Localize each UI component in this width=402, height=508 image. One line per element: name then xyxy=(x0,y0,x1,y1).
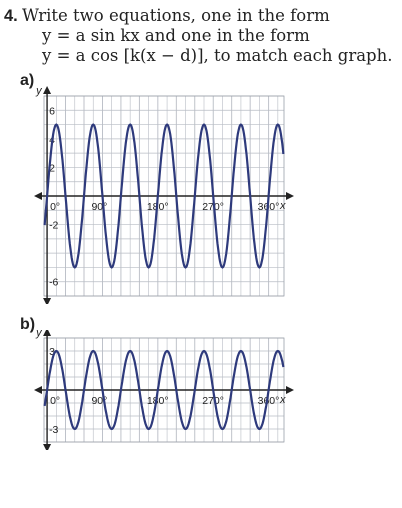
y-tick-label: -6 xyxy=(49,276,59,289)
part-b-label: b) xyxy=(20,316,36,333)
x-tick-label: 0° xyxy=(50,395,61,407)
graph-a xyxy=(34,86,296,304)
y-axis-label: y xyxy=(36,330,42,339)
x-axis-arrow xyxy=(286,192,294,200)
x-tick-label: 90° xyxy=(91,201,108,213)
graph-b xyxy=(34,330,296,450)
x-tick-label: 360° xyxy=(257,395,280,407)
x-tick-label: 0° xyxy=(50,201,61,213)
x-tick-label: 270° xyxy=(202,201,224,213)
y-tick-label: -2 xyxy=(49,219,59,232)
y-tick-label: 2 xyxy=(49,162,55,175)
question-line-2: y = a sin kx and one in the form xyxy=(42,26,310,45)
x-tick-label: 180° xyxy=(146,201,169,213)
x-tick-label: 90° xyxy=(91,395,108,407)
x-tick-label: 270° xyxy=(202,395,224,407)
y-axis-arrow-down xyxy=(43,444,51,450)
x-tick-label: 180° xyxy=(146,395,169,407)
question-line-3: y = a cos [k(x − d)], to match each graph. xyxy=(42,46,393,65)
question-number: 4. xyxy=(4,7,18,25)
y-tick-label: 6 xyxy=(49,105,55,118)
x-axis-label: x xyxy=(280,394,286,406)
x-tick-label: 360° xyxy=(257,201,280,213)
x-axis-label: x xyxy=(280,200,286,212)
part-a-label: a) xyxy=(20,72,35,89)
x-axis-arrow-left xyxy=(34,192,42,200)
y-axis-arrow-down xyxy=(43,298,51,304)
x-axis-arrow xyxy=(286,386,294,394)
y-tick-label: 3 xyxy=(49,346,55,358)
x-axis-arrow-left xyxy=(34,386,42,394)
y-tick-label: 4 xyxy=(49,133,55,146)
y-axis-arrow xyxy=(43,330,51,336)
y-axis-arrow xyxy=(43,86,51,94)
question-line-1: Write two equations, one in the form xyxy=(22,6,330,25)
y-axis-label: y xyxy=(36,86,42,97)
y-tick-label: -3 xyxy=(49,424,59,436)
